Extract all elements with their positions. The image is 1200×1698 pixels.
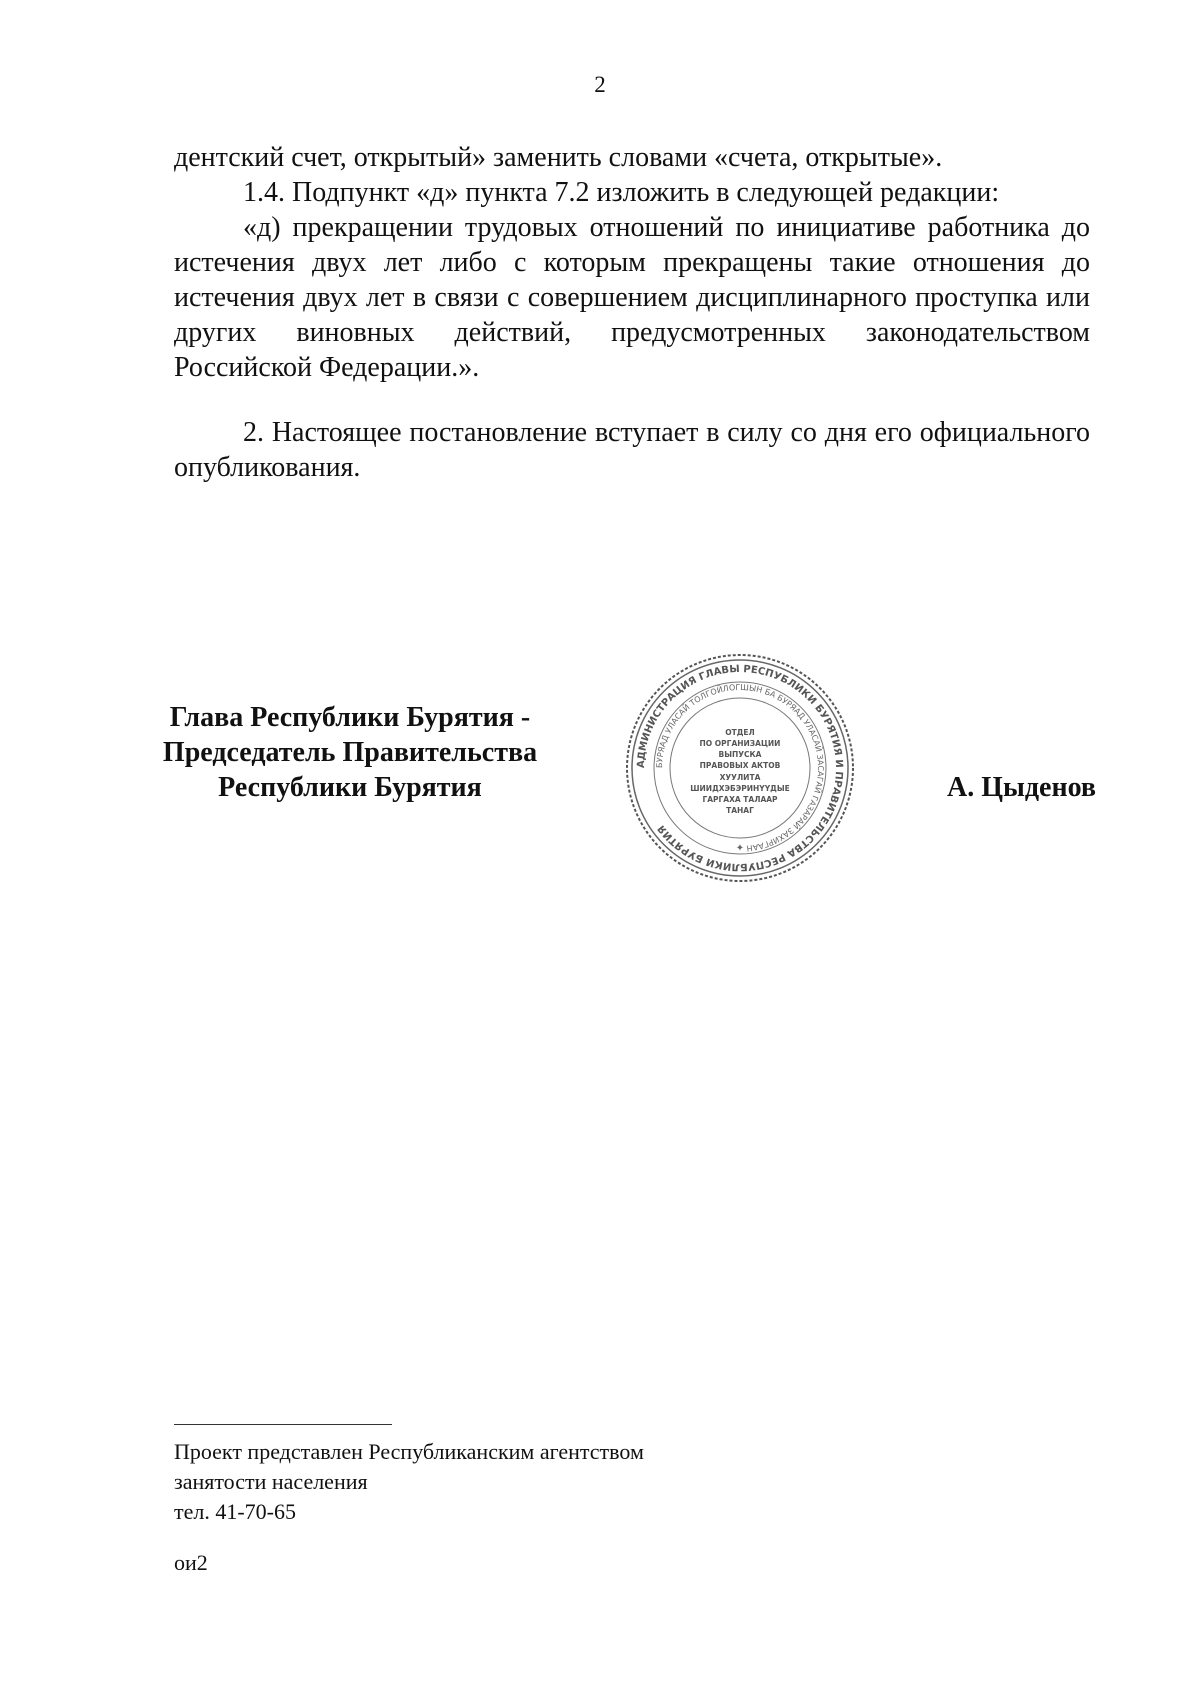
footnote (174, 1437, 644, 1527)
seal-center-line: ПРАВОВЫХ АКТОВ (699, 761, 781, 770)
paragraph-subpoint-d: «д) прекращении трудовых отношений по инициативе работника до истечения двух лет либо с которым прекращены такие отношения до истечения двух лет в связи с совершением дисциплинарного проступка или других виновных действий, предусмотренных законодательством Российской Федерации.». (174, 212, 1090, 383)
paragraph-continuation: дентский счет, открытый» заменить словами «счета, открытые». (174, 142, 943, 173)
seal-center-line: ХУУЛИТА (719, 773, 761, 782)
seal-center-line: ГАРГАХА ТАЛААР (702, 795, 778, 804)
signatory-title (150, 700, 550, 805)
paragraph-2: 2. Настоящее постановление вступает в силу со дня его официального опубликования. (174, 417, 1090, 483)
signatory-title-line-1: Глава Республики Бурятия - (169, 702, 531, 733)
seal-inner-ring-text: БУРЯАД УЛАСАЙ ТОЛГОЙЛОГШЫН БА БУРЯАД УЛАСАЙ ЗАСАГАЙ ГАЗАРАЙ ЗАХИРГААН (654, 682, 826, 853)
seal-star-icon: ✦ (735, 843, 745, 854)
document-code: ои2 (174, 1550, 208, 1575)
seal-outer-text: АДМИНИСТРАЦИЯ ГЛАВЫ РЕСПУБЛИКИ БУРЯТИЯ И ПРАВИТЕЛЬСТВА РЕСПУБЛИКИ БУРЯТИЯ (635, 663, 845, 873)
page-number: 2 (594, 72, 606, 97)
paragraph-1-4: 1.4. Подпункт «д» пункта 7.2 изложить в следующей редакции: (243, 177, 1000, 208)
seal-center-line: ТАНАГ (726, 806, 754, 815)
footnote-line-3: тел. 41-70-65 (174, 1499, 297, 1524)
footnote-line-1: Проект представлен Республиканским агентством (174, 1439, 644, 1464)
seal-center-line: ВЫПУСКА (718, 750, 762, 759)
signer-name: А. Цыденов (946, 772, 1096, 803)
document-body (174, 140, 1090, 485)
seal-center-line: ШИИДХЭБЭРИНҮҮДЫЕ (690, 784, 790, 793)
signatory-title-line-2: Председатель Правительства (162, 737, 538, 768)
signatory-title-line-3: Республики Бурятия (218, 772, 482, 803)
footnote-divider (174, 1424, 392, 1425)
official-seal (625, 653, 855, 883)
seal-center-line: ПО ОРГАНИЗАЦИИ (699, 739, 781, 748)
seal-center-line: ОТДЕЛ (725, 728, 755, 737)
footnote-line-2: занятости населения (174, 1469, 368, 1494)
